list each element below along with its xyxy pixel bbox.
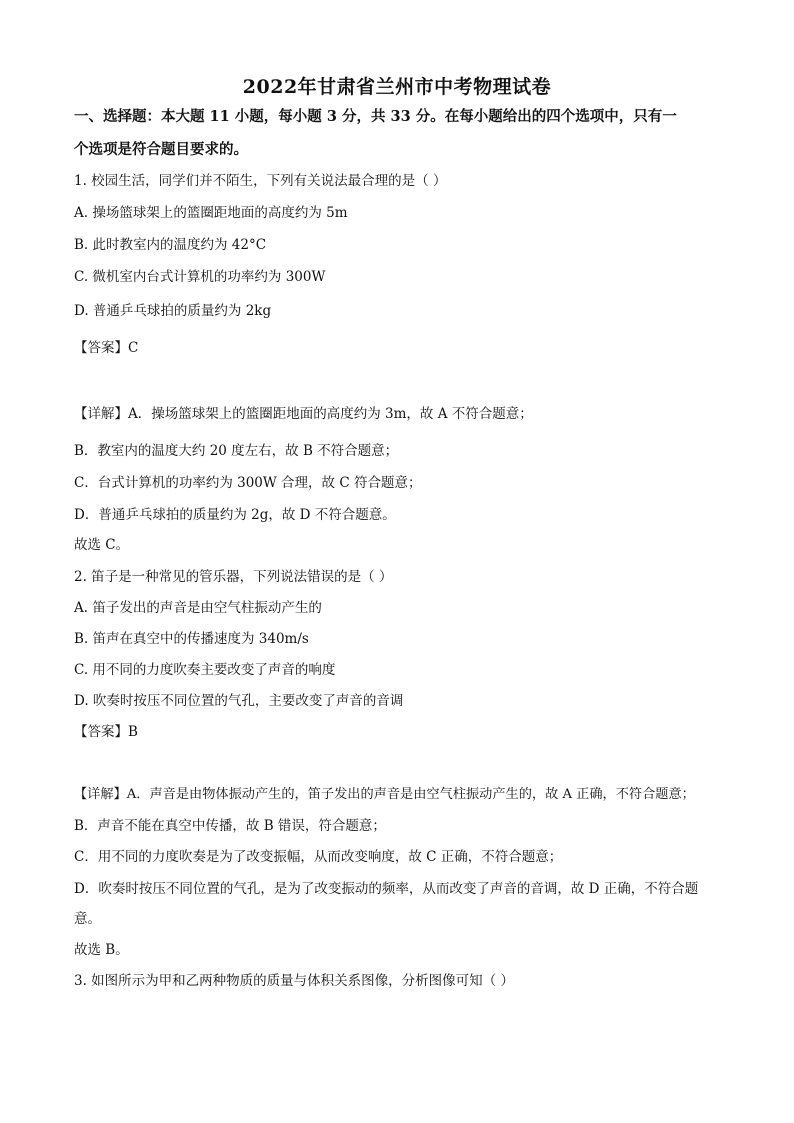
question-1-option-c: C. 微机室内台式计算机的功率约为 300W xyxy=(74,269,326,285)
question-1-explanation-line: 【详解】A．操场篮球架上的篮圈距地面的高度约为 3m，故 A 不符合题意； xyxy=(74,406,533,422)
question-2-explanation-line: 【详解】A．声音是由物体振动产生的，笛子发出的声音是由空气柱振动产生的，故 A 正确，不符合题意； xyxy=(74,787,695,802)
question-2-answer: 【答案】B xyxy=(74,724,138,740)
question-1-answer: 【答案】C xyxy=(74,340,139,356)
question-2-explanation-line: D．吹奏时按压不同位置的气孔，是为了改变振动的频率，从而改变了声音的音调，故 D 正确，不符合题 xyxy=(74,881,699,897)
question-1-explanation-line: B．教室内的温度大约 20 度左右，故 B 不符合题意； xyxy=(74,443,399,459)
question-1-explanation-line: C．台式计算机的功率约为 300W 合理，故 C 符合题意； xyxy=(74,475,422,491)
question-2-stem: 2. 笛子是一种常见的管乐器，下列说法错误的是（ ） xyxy=(74,569,393,585)
page-title: 2022年甘肃省兰州市中考物理试卷 xyxy=(242,76,552,98)
question-2-option-a: A. 笛子发出的声音是由空气柱振动产生的 xyxy=(74,600,322,616)
question-2-explanation-line: B．声音不能在真空中传播，故 B 错误，符合题意； xyxy=(74,818,386,834)
section-heading-line-1: 一、选择题：本大题 11 小题，每小题 3 分，共 33 分。在每小题给出的四个选项中，只有一 xyxy=(74,108,677,125)
question-1-conclusion: 故选 C。 xyxy=(74,537,130,553)
section-heading-line-2: 个选项是符合题目要求的。 xyxy=(74,141,248,158)
question-2-option-b: B. 笛声在真空中的传播速度为 340m/s xyxy=(74,631,309,647)
question-3-stem: 3. 如图所示为甲和乙两种物质的质量与体积关系图像，分析图像可知（ ） xyxy=(74,973,514,989)
question-1-explanation-line: D．普通乒乓球拍的质量约为 2g，故 D 不符合题意。 xyxy=(74,507,396,523)
question-2-conclusion: 故选 B。 xyxy=(74,942,129,958)
question-2-explanation-line: 意。 xyxy=(74,911,101,927)
question-1-option-a: A. 操场篮球架上的篮圈距地面的高度约为 5m xyxy=(74,205,348,221)
question-2-option-d: D. 吹奏时按压不同位置的气孔，主要改变了声音的音调 xyxy=(74,693,404,709)
question-1-option-d: D. 普通乒乓球拍的质量约为 2kg xyxy=(74,303,272,319)
question-1-stem: 1. 校园生活，同学们并不陌生，下列有关说法最合理的是（ ） xyxy=(74,173,447,189)
question-2-option-c: C. 用不同的力度吹奏主要改变了声音的响度 xyxy=(74,662,336,678)
question-2-explanation-line: C．用不同的力度吹奏是为了改变振幅，从而改变响度，故 C 正确，不符合题意； xyxy=(74,849,563,865)
question-1-option-b: B. 此时教室内的温度约为 42°C xyxy=(74,237,267,253)
